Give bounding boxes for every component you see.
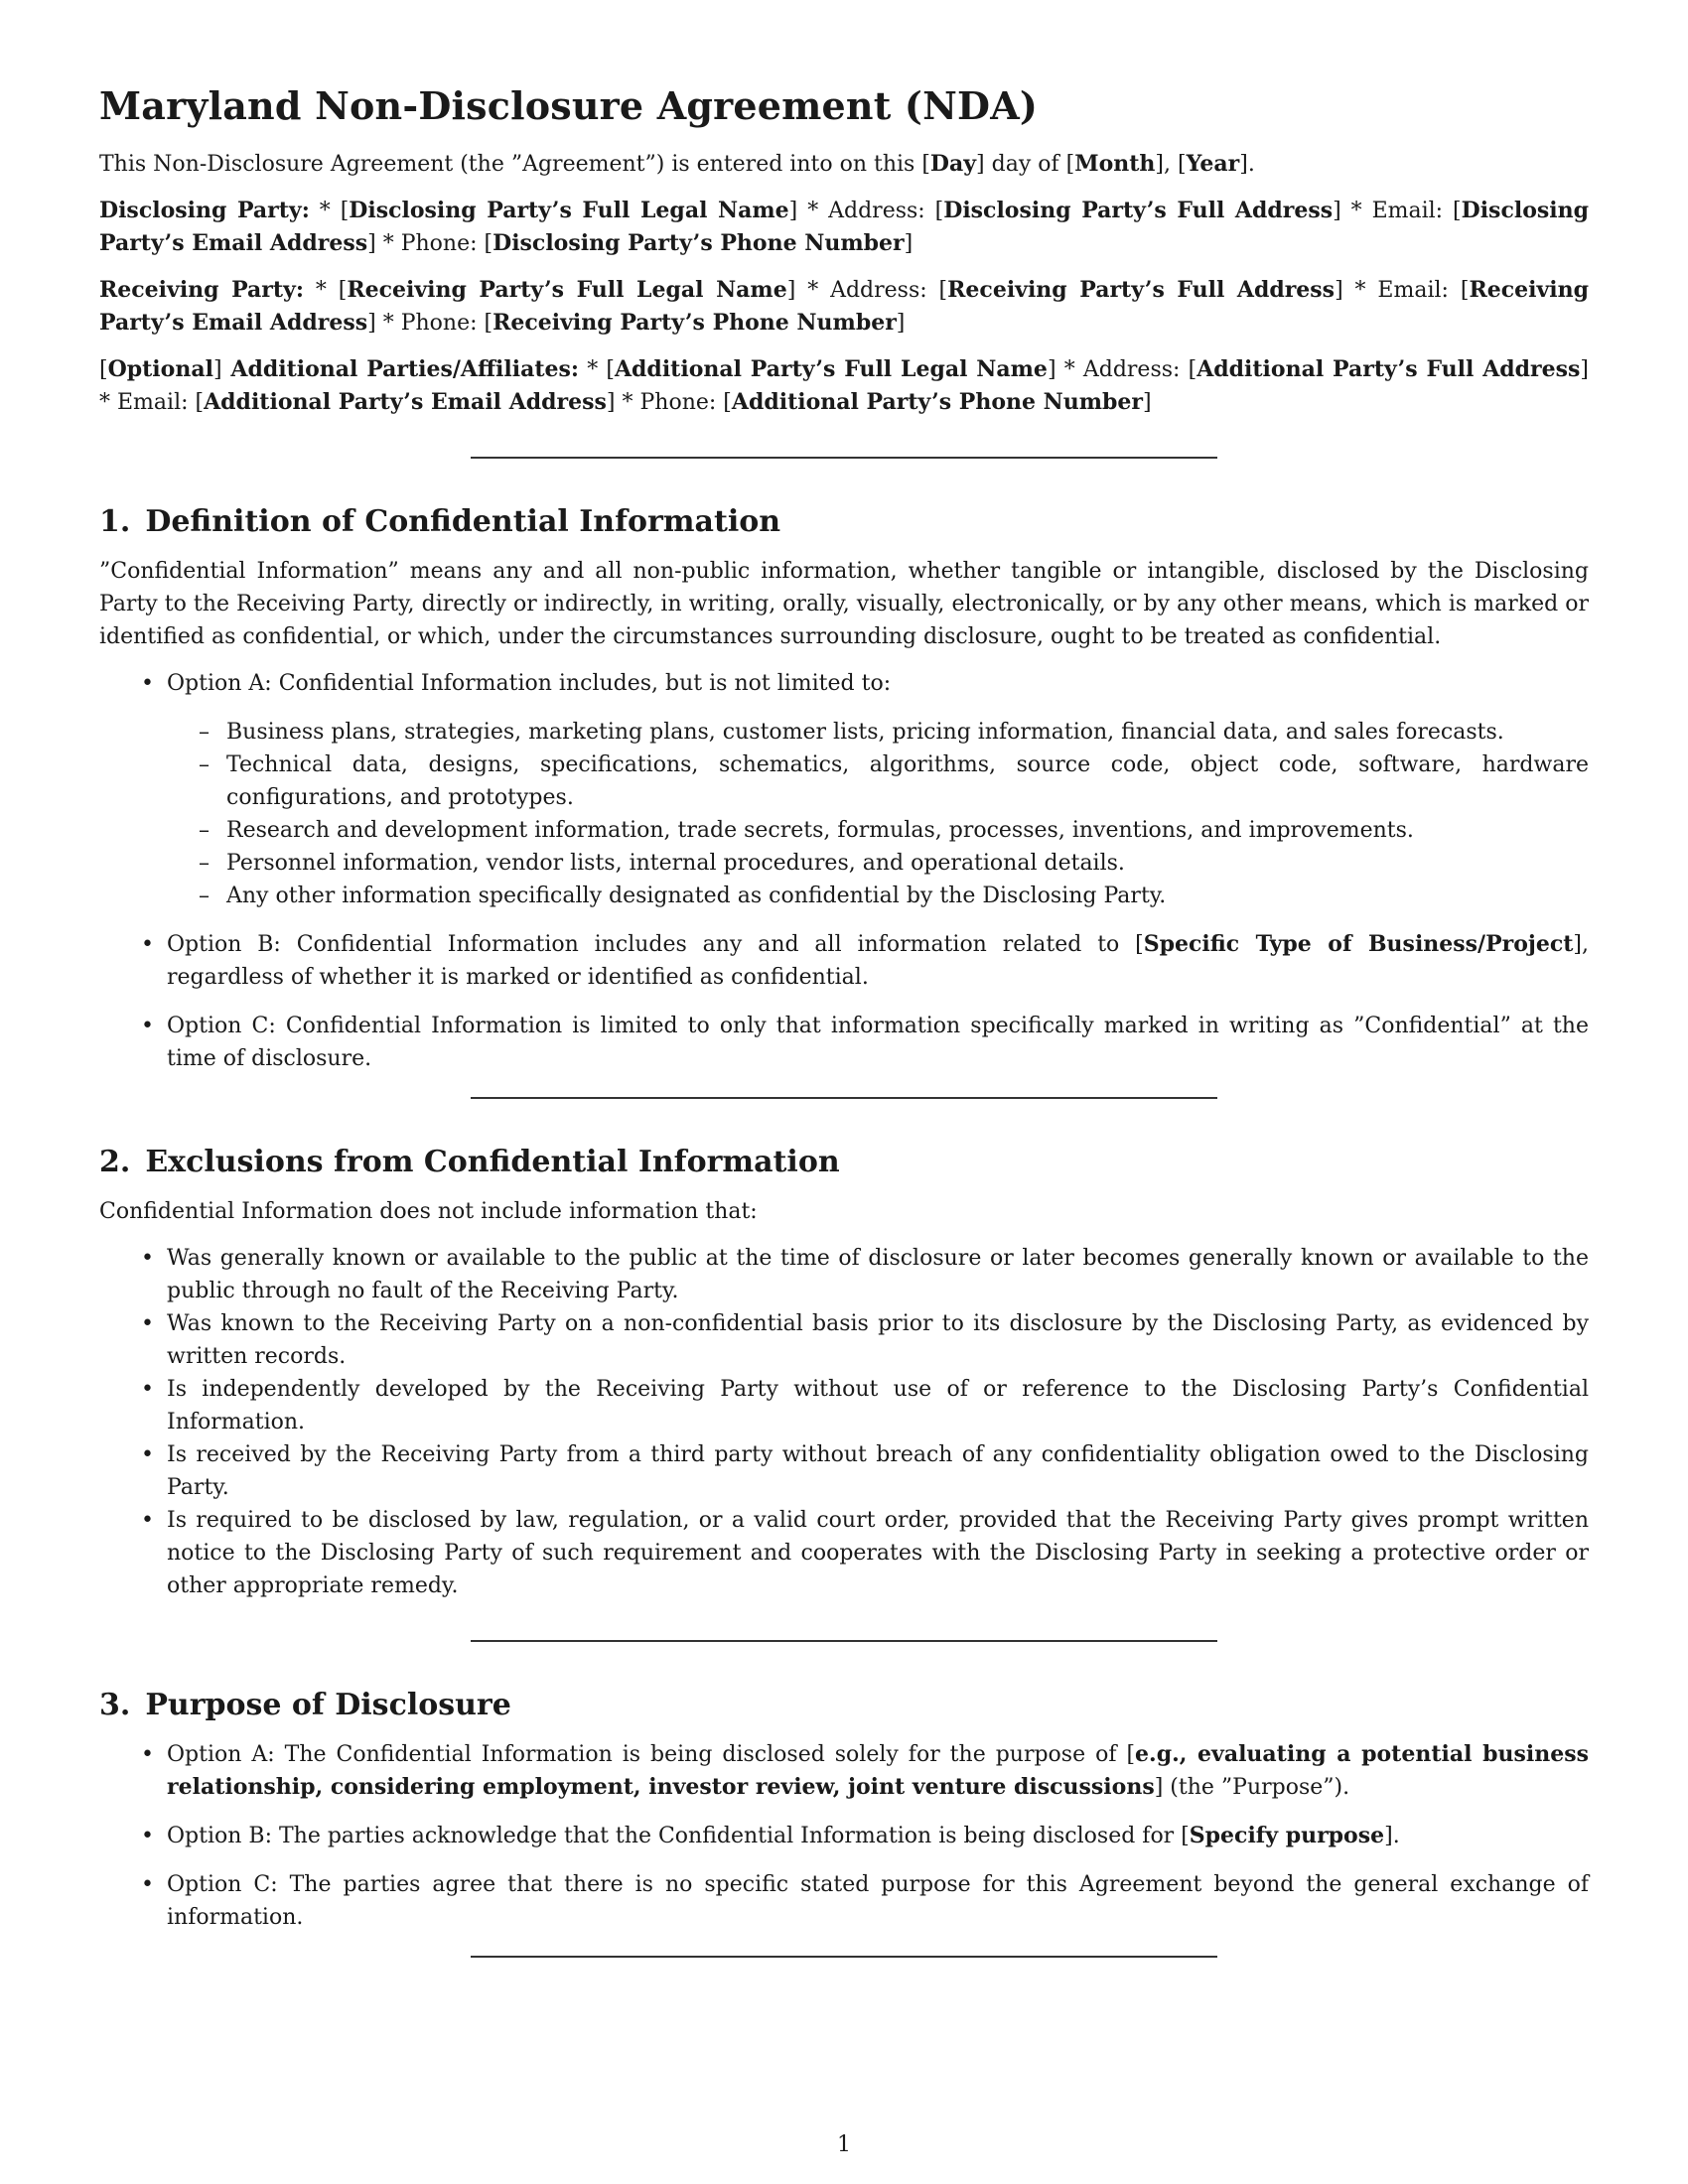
list-item: • Option C: The parties agree that there is no specific stated purpose for this Agreement beyond the general exchange of information. bbox=[167, 1868, 1589, 1934]
address-label: * Address: bbox=[1055, 357, 1189, 382]
list-item bbox=[167, 1820, 1589, 1852]
disclosing-party-block: Disclosing Party: * [Disclosing Party’s Full Legal Name] * Address: [Disclosing Party’s Full Address] * Email: [Disclosing Party’s Email Address] * Phone: [Disclosing Party’s Phone Number] bbox=[99, 198, 1589, 256]
receiving-address-placeholder: Receiving Party’s Full Address bbox=[947, 277, 1336, 303]
intro-text: . bbox=[1247, 152, 1255, 177]
phone-label: * Phone: bbox=[375, 231, 485, 256]
additional-parties-label: Additional Parties/Affiliates: bbox=[221, 356, 580, 382]
email-label: * Email: bbox=[1340, 199, 1454, 223]
disclosing-address-placeholder: Disclosing Party’s Full Address bbox=[943, 198, 1334, 223]
section-heading: 2. Exclusions from Confidential Information bbox=[99, 1145, 840, 1179]
option-b-text: Option B: The parties acknowledge that the Confidential Information is being disclosed for [ bbox=[167, 1824, 1190, 1848]
receiving-party-block: Receiving Party: * [Receiving Party’s Full Legal Name] * Address: [Receiving Party’s Full Address] * Email: [Receiving Party’s Email Address] * Phone: [Receiving Party’s Phone Number] bbox=[99, 277, 1589, 336]
exclusions-list bbox=[99, 1242, 1589, 1602]
additional-name-placeholder: Additional Party’s Full Legal Name bbox=[614, 356, 1048, 382]
section-divider bbox=[471, 457, 1217, 459]
list-item: • Was known to the Receiving Party on a non-confidential basis prior to its disclosure by the Disclosing Party, as evidenced by written records. bbox=[167, 1307, 1589, 1373]
email-label: * Email: bbox=[1342, 278, 1461, 303]
list-item bbox=[167, 1738, 1589, 1804]
purpose-example-placeholder: e.g., evaluating a potential business relationship, considering employment, investor review, joint venture discussions bbox=[167, 1741, 1589, 1800]
intro-text: This Non-Disclosure Agreement (the ”Agreement”) is entered into on this bbox=[99, 152, 922, 177]
disclosing-phone-placeholder: Disclosing Party’s Phone Number bbox=[492, 230, 905, 256]
option-a-text: Option A: The Confidential Information is being disclosed solely for the purpose of [ bbox=[167, 1742, 1136, 1767]
field-separator: * bbox=[579, 357, 607, 382]
section-divider bbox=[471, 1640, 1217, 1642]
day-placeholder: Day bbox=[929, 151, 977, 177]
options-list bbox=[99, 667, 1589, 1075]
list-item: • Option C: Confidential Information is limited to only that information specifically marked in writing as ”Confidential” at the time of disclosure. bbox=[167, 1010, 1589, 1075]
sub-list-item: – Any other information specifically designated as confidential by the Disclosing Party. bbox=[226, 880, 1589, 912]
receiving-name-placeholder: Receiving Party’s Full Legal Name bbox=[347, 277, 787, 303]
option-a-text: ] (the ”Purpose”). bbox=[1154, 1775, 1350, 1800]
list-item bbox=[167, 667, 1589, 912]
list-item bbox=[167, 928, 1589, 994]
phone-label: * Phone: bbox=[375, 311, 485, 336]
optional-label: Optional bbox=[107, 356, 213, 382]
year-placeholder: Year bbox=[1186, 151, 1240, 177]
business-project-placeholder: Specific Type of Business/Project bbox=[1143, 931, 1574, 957]
sub-list-item: – Business plans, strategies, marketing plans, customer lists, pricing information, financial data, and sales forecasts. bbox=[226, 716, 1589, 749]
field-separator: * bbox=[303, 278, 339, 303]
sub-list bbox=[167, 716, 1589, 912]
option-a-text: Option A: Confidential Information includes, but is not limited to: bbox=[167, 671, 892, 696]
list-item: • Is independently developed by the Receiving Party without use of or reference to the Disclosing Party’s Confidential Information. bbox=[167, 1373, 1589, 1438]
list-item: • Was generally known or available to the public at the time of disclosure or later becomes generally known or available to the public through no fault of the Receiving Party. bbox=[167, 1242, 1589, 1307]
address-label: * Address: bbox=[795, 278, 939, 303]
section-heading: 1. Definition of Confidential Information bbox=[99, 504, 781, 539]
section-heading: 3. Purpose of Disclosure bbox=[99, 1688, 511, 1722]
intro-text: day of bbox=[984, 152, 1066, 177]
section-divider bbox=[471, 1956, 1217, 1958]
list-item: • Is received by the Receiving Party from a third party without breach of any confidentiality obligation owed to the Disclosing Party. bbox=[167, 1438, 1589, 1504]
receiving-phone-placeholder: Receiving Party’s Phone Number bbox=[492, 310, 897, 336]
option-b-text: ], regardless of whether it is marked or identified as confidential. bbox=[167, 932, 1589, 990]
phone-label: * Phone: bbox=[615, 390, 724, 415]
sub-list-item: – Personnel information, vendor lists, internal procedures, and operational details. bbox=[226, 847, 1589, 880]
receiving-email-placeholder: Receiving Party’s Email Address bbox=[99, 277, 1589, 336]
page-number: 1 bbox=[837, 2132, 851, 2157]
address-label: * Address: bbox=[797, 199, 935, 223]
intro-text: , bbox=[1164, 152, 1179, 177]
disclosing-email-placeholder: Disclosing Party’s Email Address bbox=[99, 198, 1589, 256]
document-page bbox=[99, 83, 1589, 1958]
list-item: • Is required to be disclosed by law, regulation, or a valid court order, provided that the Receiving Party gives prompt written notice to the Disclosing Party of such requirement and cooperates with the Disclosing Party in seeking a protective order or other appropriate remedy. bbox=[167, 1504, 1589, 1602]
additional-address-placeholder: Additional Party’s Full Address bbox=[1196, 356, 1581, 382]
purpose-options-list bbox=[99, 1738, 1589, 1934]
additional-phone-placeholder: Additional Party’s Phone Number bbox=[731, 389, 1143, 415]
specify-purpose-placeholder: Specify purpose bbox=[1189, 1823, 1385, 1848]
email-label: * Email: bbox=[99, 390, 196, 415]
document-title: Maryland Non-Disclosure Agreement (NDA) bbox=[99, 83, 1039, 128]
intro-paragraph: This Non-Disclosure Agreement (the ”Agreement”) is entered into on this [Day] day of [Month], [Year]. bbox=[99, 151, 1255, 177]
section-paragraph: ”Confidential Information” means any and all non-public information, whether tangible or intangible, disclosed by the Disclosing Party to the Receiving Party, directly or indirectly, in writing, orally, visually, electronically, or by any other means, which is marked or identified as confidential, or which, under the circumstances surrounding disclosure, ought to be treated as confidential. bbox=[99, 559, 1589, 649]
section-paragraph: Confidential Information does not include information that: bbox=[99, 1199, 758, 1224]
additional-email-placeholder: Additional Party’s Email Address bbox=[204, 389, 607, 415]
receiving-party-label: Receiving Party: bbox=[99, 277, 304, 303]
sub-list-item: – Technical data, designs, specifications, schematics, algorithms, source code, object code, software, hardware configurations, and prototypes. bbox=[226, 749, 1589, 814]
field-separator: * bbox=[309, 199, 341, 223]
disclosing-name-placeholder: Disclosing Party’s Full Legal Name bbox=[349, 198, 789, 223]
sub-list-item: – Research and development information, trade secrets, formulas, processes, inventions, and improvements. bbox=[226, 814, 1589, 847]
section-divider bbox=[471, 1097, 1217, 1099]
additional-parties-block: [Optional] Additional Parties/Affiliates: * [Additional Party’s Full Legal Name] * Address: [Additional Party’s Full Address] * Email: [Additional Party’s Email Address] * Phone: [Additional Party’s Phone Number] bbox=[99, 356, 1590, 415]
month-placeholder: Month bbox=[1074, 151, 1156, 177]
disclosing-party-label: Disclosing Party: bbox=[99, 198, 310, 223]
option-b-text: ]. bbox=[1384, 1824, 1400, 1848]
option-b-text: Option B: Confidential Information includes any and all information related to [ bbox=[167, 932, 1144, 957]
